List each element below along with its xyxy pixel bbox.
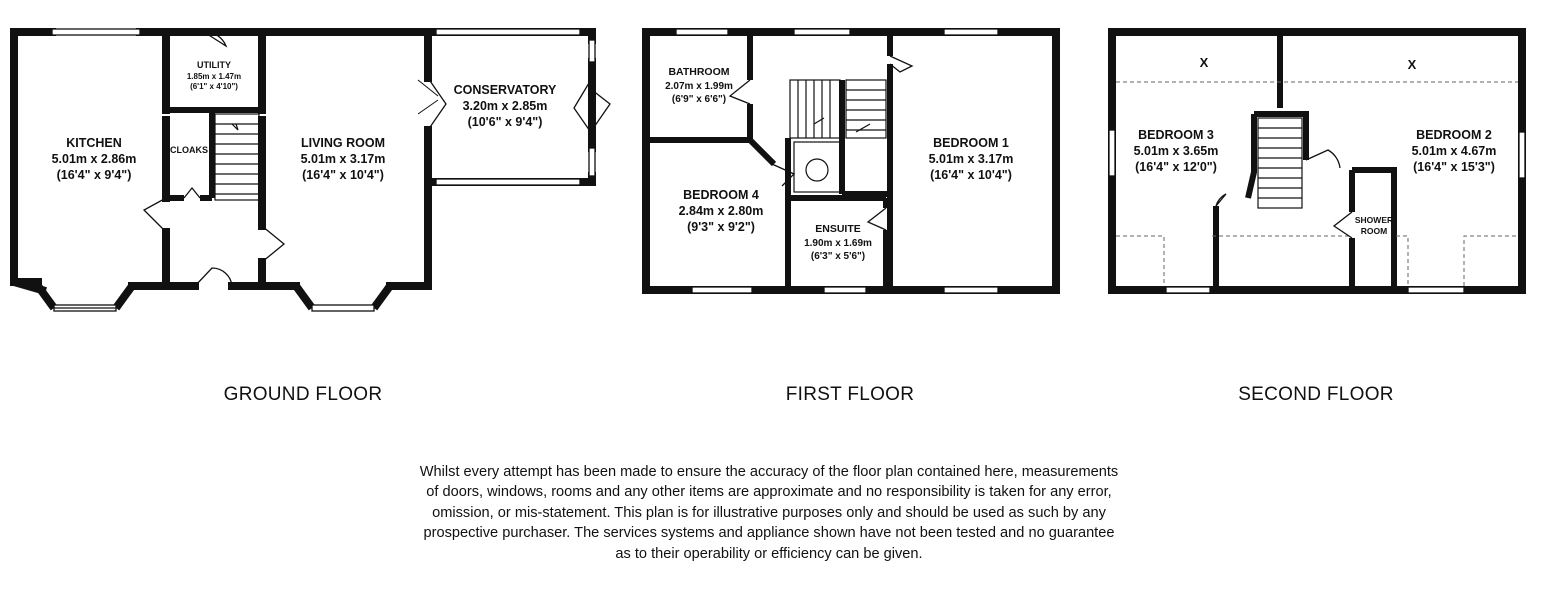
bathroom-size: 2.07m x 1.99m	[665, 81, 733, 92]
utility-imperial: (6'1" x 4'10")	[190, 82, 238, 91]
ensuite-imperial: (6'3" x 5'6")	[810, 251, 866, 262]
bedroom1-name: BEDROOM 1	[933, 136, 1009, 150]
bedroom3-imperial: (16'4" x 12'0")	[1135, 160, 1217, 174]
bathroom-imperial: (6'9" x 6'6")	[671, 94, 727, 105]
bedroom4-imperial: (9'3" x 9'2")	[687, 220, 755, 234]
living-room-imperial: (16'4" x 10'4")	[302, 168, 384, 182]
bedroom1-imperial: (16'4" x 10'4")	[930, 168, 1012, 182]
first-floor-title: FIRST FLOOR	[785, 384, 915, 405]
bedroom2-name: BEDROOM 2	[1416, 128, 1492, 142]
disclaimer-line: of doors, windows, rooms and any other items are approximate and no responsibility is taken for any error,	[426, 484, 1112, 501]
disclaimer-line: as to their operability or efficiency can be given.	[615, 545, 923, 562]
utility-size: 1.85m x 1.47m	[186, 72, 242, 81]
eaves-mark-left: X	[1199, 55, 1209, 70]
disclaimer-text	[360, 462, 1178, 564]
ground-floor-title: GROUND FLOOR	[223, 384, 383, 405]
bedroom3-name: BEDROOM 3	[1138, 128, 1214, 142]
bedroom4-size: 2.84m x 2.80m	[678, 204, 764, 218]
bedroom1-size: 5.01m x 3.17m	[928, 152, 1014, 166]
conservatory-size: 3.20m x 2.85m	[462, 99, 548, 113]
conservatory-name: CONSERVATORY	[453, 83, 557, 97]
eaves-mark-right: X	[1407, 57, 1417, 72]
kitchen-size: 5.01m x 2.86m	[51, 152, 137, 166]
ensuite-name: ENSUITE	[815, 223, 861, 235]
utility-name: UTILITY	[197, 60, 231, 70]
living-room-name: LIVING ROOM	[300, 136, 386, 150]
bedroom2-imperial: (16'4" x 15'3")	[1413, 160, 1495, 174]
living-room-size: 5.01m x 3.17m	[300, 152, 386, 166]
disclaimer-line: Whilst every attempt has been made to ensure the accuracy of the floor plan contained here, measurements	[419, 464, 1119, 480]
cloaks-name: CLOAKS	[170, 145, 208, 155]
bathroom-name: BATHROOM	[668, 66, 730, 78]
second-floor-title: SECOND FLOOR	[1238, 384, 1394, 405]
ensuite-size: 1.90m x 1.69m	[804, 238, 872, 249]
shower-room-name-line1: SHOWER	[1354, 215, 1394, 225]
disclaimer-line: omission, or mis-statement. This plan is for illustrative purposes only and should be used as such by any	[432, 504, 1106, 521]
shower-room-name-line2: ROOM	[1360, 226, 1388, 236]
kitchen-imperial: (16'4" x 9'4")	[56, 168, 132, 182]
bedroom3-size: 5.01m x 3.65m	[1133, 144, 1219, 158]
bedroom4-name: BEDROOM 4	[683, 188, 759, 202]
conservatory-imperial: (10'6" x 9'4")	[467, 115, 543, 129]
disclaimer-line: prospective purchaser. The services systems and appliance shown have not been tested and no guarantee	[423, 525, 1115, 542]
kitchen-name: KITCHEN	[66, 136, 122, 150]
bedroom2-size: 5.01m x 4.67m	[1411, 144, 1497, 158]
